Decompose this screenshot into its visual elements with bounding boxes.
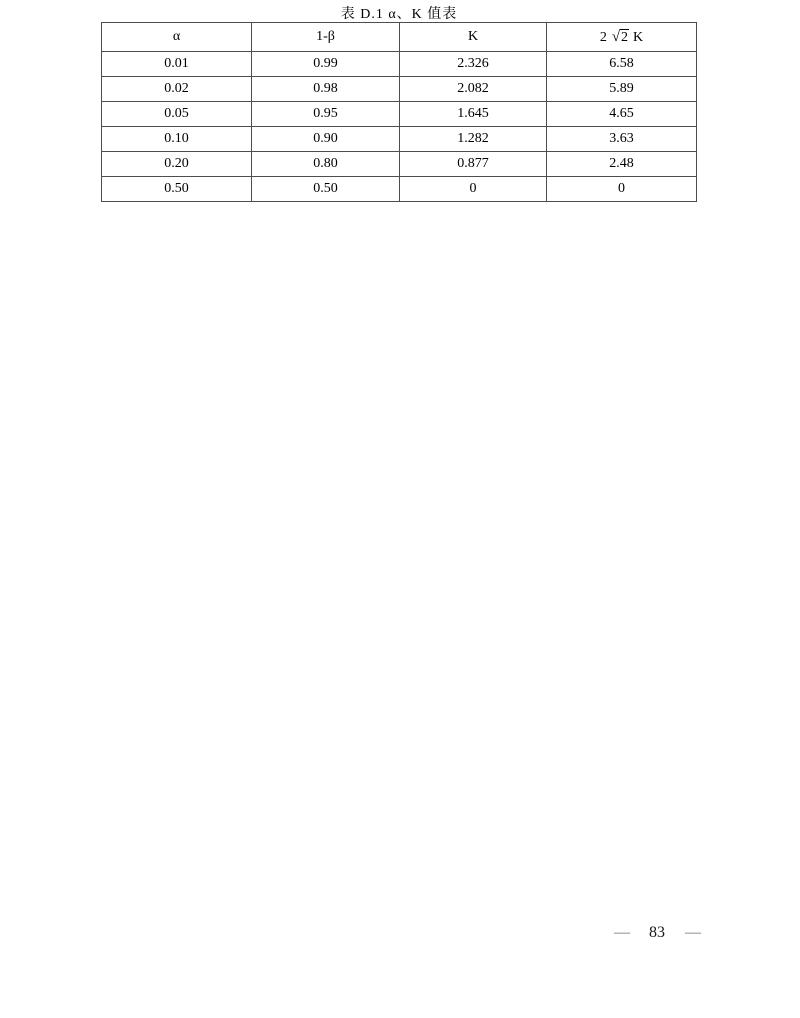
table-row <box>102 52 697 77</box>
table-row <box>102 77 697 102</box>
cell-k: 1.282 <box>400 127 547 152</box>
cell-two-sqrt2-k: 5.89 <box>547 77 697 102</box>
footer-left-dash: — <box>614 924 629 941</box>
table-row <box>102 102 697 127</box>
cell-alpha: 0.10 <box>102 127 252 152</box>
cell-one-minus-beta: 0.90 <box>252 127 400 152</box>
cell-alpha: 0.20 <box>102 152 252 177</box>
cell-two-sqrt2-k: 4.65 <box>547 102 697 127</box>
column-header-two-sqrt2-k <box>547 23 697 52</box>
cell-two-sqrt2-k: 6.58 <box>547 52 697 77</box>
cell-k: 2.082 <box>400 77 547 102</box>
cell-two-sqrt2-k: 2.48 <box>547 152 697 177</box>
cell-k: 0.877 <box>400 152 547 177</box>
cell-k: 0 <box>400 177 547 202</box>
cell-k: 1.645 <box>400 102 547 127</box>
cell-one-minus-beta: 0.50 <box>252 177 400 202</box>
column-header-one-minus-beta: 1-β <box>252 23 400 52</box>
radical-sign-icon: √ <box>611 28 621 45</box>
cell-one-minus-beta: 0.80 <box>252 152 400 177</box>
cell-two-sqrt2-k: 3.63 <box>547 127 697 152</box>
cell-two-sqrt2-k: 0 <box>547 177 697 202</box>
cell-alpha: 0.02 <box>102 77 252 102</box>
table-caption: 表 D.1 α、K 值表 <box>340 7 458 22</box>
sqrt-radicand: 2 <box>621 29 629 45</box>
cell-alpha: 0.01 <box>102 52 252 77</box>
cell-k: 2.326 <box>400 52 547 77</box>
cell-one-minus-beta: 0.95 <box>252 102 400 127</box>
page-footer <box>614 924 700 942</box>
table-row <box>102 127 697 152</box>
table-row <box>102 152 697 177</box>
table-row <box>102 177 697 202</box>
alpha-k-value-table <box>101 22 697 202</box>
cell-one-minus-beta: 0.99 <box>252 52 400 77</box>
sqrt-coefficient: 2 <box>599 29 607 45</box>
column-header-k: K <box>400 23 547 52</box>
cell-alpha: 0.05 <box>102 102 252 127</box>
column-header-alpha: α <box>102 23 252 52</box>
sqrt-suffix: K <box>633 29 644 45</box>
footer-right-dash: — <box>685 924 700 941</box>
cell-one-minus-beta: 0.98 <box>252 77 400 102</box>
page-number: 83 <box>649 924 665 941</box>
cell-alpha: 0.50 <box>102 177 252 202</box>
table-header-row <box>102 23 697 52</box>
